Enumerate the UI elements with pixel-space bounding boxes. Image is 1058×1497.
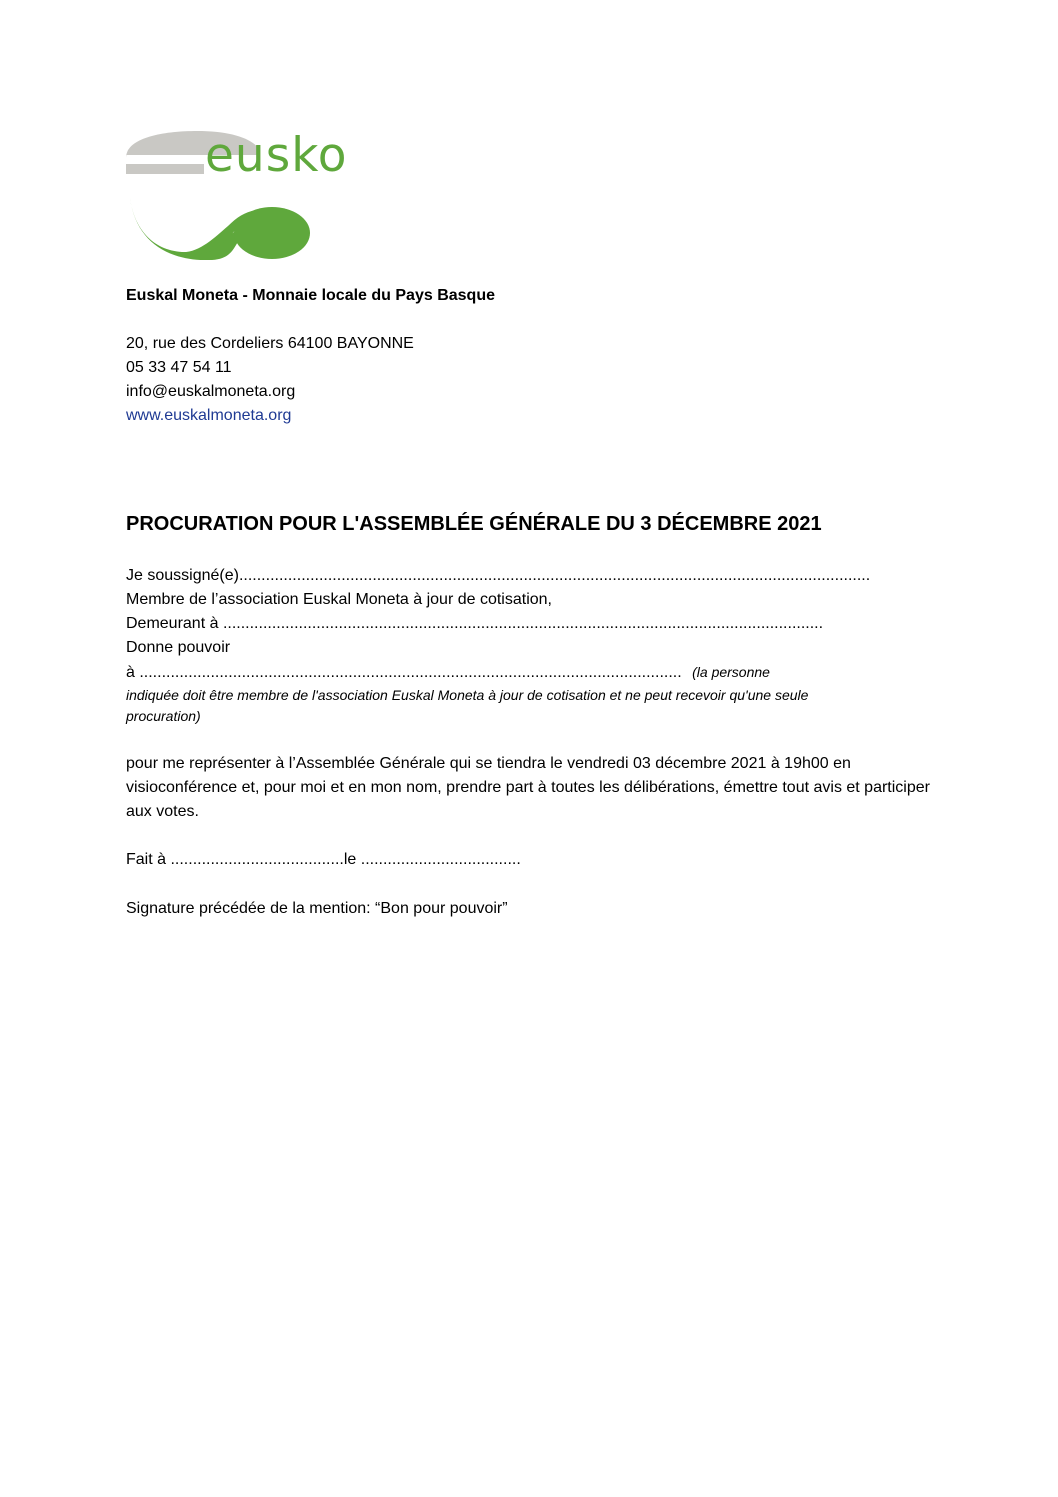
- mandataire-line: [126, 662, 770, 683]
- mandataire-label: à: [126, 664, 140, 681]
- logo-wordmark: eusko: [205, 128, 348, 183]
- soussigne-label: Je soussigné(e): [126, 567, 239, 584]
- fait-label: Fait à: [126, 851, 171, 868]
- signature-instruction: Signature précédée de la mention: “Bon pour pouvoir”: [126, 900, 508, 917]
- mandataire-blank: ..........................................................................................................................: [139, 664, 682, 681]
- organization-website-link[interactable]: www.euskalmoneta.org: [126, 407, 292, 424]
- organization-name: Euskal Moneta - Monnaie locale du Pays Basque: [126, 287, 495, 304]
- fait-blank: .......................................: [170, 851, 344, 868]
- organization-phone: 05 33 47 54 11: [126, 359, 232, 376]
- demeurant-label: Demeurant à: [126, 615, 223, 632]
- document-title: PROCURATION POUR L'ASSEMBLÉE GÉNÉRALE DU 3 DÉCEMBRE 2021: [126, 513, 822, 535]
- organization-email: info@euskalmoneta.org: [126, 383, 296, 400]
- date-label: le: [343, 851, 361, 868]
- mandataire-note-start: (la personne: [692, 664, 770, 680]
- logo-green-drop: [234, 207, 310, 259]
- date-blank: ....................................: [360, 851, 521, 868]
- organization-address: 20, rue des Cordeliers 64100 BAYONNE: [126, 335, 414, 352]
- demeurant-blank: .......................................................................................................................................: [222, 615, 824, 632]
- logo-grey-bar: [126, 164, 204, 174]
- donne-pouvoir-line: Donne pouvoir: [126, 639, 231, 656]
- demeurant-line: [126, 614, 823, 634]
- soussigne-line: [126, 566, 870, 586]
- fait-line: [126, 850, 521, 870]
- mandataire-note-middle: indiquée doit être membre de l'association Euskal Moneta à jour de cotisation et ne peut recevoir qu'une seule: [126, 687, 809, 703]
- membre-line: Membre de l’association Euskal Moneta à jour de cotisation,: [126, 591, 552, 608]
- soussigne-blank: ..............................................................................................................................................: [238, 567, 871, 584]
- mandataire-note-end: procuration): [126, 708, 201, 724]
- mandate-paragraph: pour me représenter à l’Assemblée Générale qui se tiendra le vendredi 03 décembre 2021 à 19h00 en visioconférence et, pour moi et en mon nom, prendre part à toutes les délibérations, émettre tout avis et participer aux votes.: [126, 755, 930, 820]
